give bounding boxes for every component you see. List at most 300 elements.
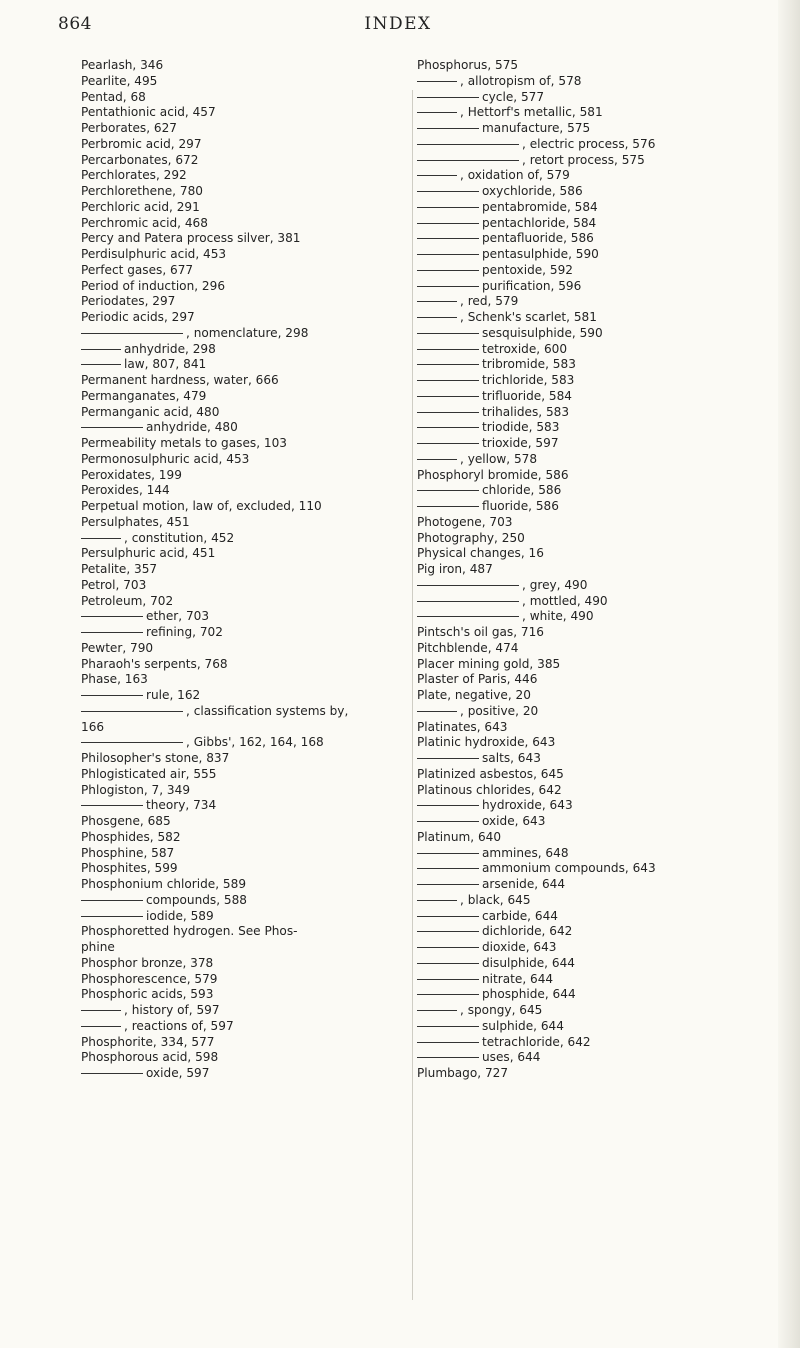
index-entry [81,168,403,184]
index-entry [81,326,403,342]
index-entry [417,436,757,452]
index-entry-text: Peroxides, 144 [81,483,170,498]
repeat-dash [81,1073,143,1074]
index-entry [81,609,403,625]
index-entry [417,609,757,625]
index-entry-text: , positive, 20 [460,703,539,718]
index-entry-text: tetrachloride, 642 [482,1034,591,1049]
index-entry [81,1019,403,1035]
index-entry [417,121,757,137]
index-entry [417,294,757,310]
index-entry [81,1050,403,1066]
repeat-dash [81,1026,121,1027]
index-entry-text: Phosphorous acid, 598 [81,1050,219,1065]
index-entry [417,216,757,232]
repeat-dash [417,711,457,712]
repeat-dash [417,238,479,239]
index-entry-text: Period of induction, 296 [81,278,226,293]
index-entry-text: chloride, 586 [482,483,562,498]
index-entry-text: Platinum, 640 [417,829,502,844]
index-entry [417,1050,757,1066]
repeat-dash [417,191,479,192]
index-entry [81,263,403,279]
index-entry [81,909,403,925]
index-entry-text: Pig iron, 487 [417,562,493,576]
index-entry-text: Perborates, 627 [81,121,177,135]
index-entry-text: manufacture, 575 [482,121,591,135]
index-entry [81,200,403,216]
index-entry [417,720,757,736]
repeat-dash [417,821,479,822]
index-entry-text: Pintsch's oil gas, 716 [417,625,545,639]
repeat-dash [417,286,479,287]
index-entry [417,562,757,578]
index-entry [417,357,757,373]
index-entry [417,735,757,751]
index-entry [81,893,403,909]
repeat-dash [417,994,479,995]
repeat-dash [417,81,457,82]
index-entry [417,657,757,673]
index-entry [417,342,757,358]
index-entry-text: Petalite, 357 [81,562,158,576]
index-entry [81,405,403,421]
index-entry-text: Plaster of Paris, 446 [417,672,538,687]
repeat-dash [81,805,143,806]
index-entry-text: sesquisulphide, 590 [482,325,603,340]
index-entry [81,310,403,326]
index-entry [81,657,403,673]
index-entry [417,798,757,814]
index-entry-text: pentoxide, 592 [482,262,573,277]
index-entry-text: Phosphites, 599 [81,861,178,876]
index-entry [81,924,403,940]
repeat-dash [417,160,519,161]
index-entry [81,483,403,499]
index-entry-text: Petrol, 703 [81,577,147,592]
index-entry-text: Photography, 250 [417,530,525,545]
repeat-dash [81,900,143,901]
index-entry-text: pentachloride, 584 [482,215,597,230]
index-entry-text: law, 807, 841 [124,357,207,372]
index-entry [81,389,403,405]
index-entry-text: Platinized asbestos, 645 [417,766,564,781]
index-entry [417,326,757,342]
index-entry-text: Perpetual motion, law of, excluded, 110 [81,499,322,513]
index-entry-text: nitrate, 644 [482,971,554,986]
repeat-dash [417,979,479,980]
index-entry [417,1035,757,1051]
index-entry-text: purification, 596 [482,278,582,293]
index-entry [81,531,403,547]
index-entry-text: , black, 645 [460,892,531,907]
index-entry-text: Perchromic acid, 468 [81,215,208,230]
index-entry-text: uses, 644 [482,1050,541,1065]
repeat-dash [417,380,479,381]
index-entry-text: , spongy, 645 [460,1003,543,1017]
index-entry [81,342,403,358]
index-entry-text: Permanganic acid, 480 [81,404,220,419]
repeat-dash [417,900,457,901]
repeat-dash [417,601,519,602]
index-entry [417,263,757,279]
index-entry-text: Phlogiston, 7, 349 [81,782,191,797]
index-entry [81,594,403,610]
index-entry-text: trihalides, 583 [482,404,570,419]
index-entry-text: 166 [81,719,105,734]
index-entry-text: Perbromic acid, 297 [81,136,202,151]
index-entry-text: Permanganates, 479 [81,388,207,403]
index-entry [81,641,403,657]
index-entry-text: Percy and Patera process silver, 381 [81,231,301,246]
index-entry [417,420,757,436]
index-entry-text: trichloride, 583 [482,373,575,387]
index-entry-text: , yellow, 578 [460,451,538,466]
index-entry-text: , white, 490 [522,609,594,624]
index-entry [417,499,757,515]
index-entry-text: Petroleum, 702 [81,593,174,608]
index-entry [81,499,403,515]
index-entry [81,1066,403,1082]
index-entry-text: hydroxide, 643 [482,798,573,813]
index-entry-text: Phlogisticated air, 555 [81,766,217,781]
index-entry-text: Pearlash, 346 [81,58,164,72]
index-entry [417,483,757,499]
index-entry [417,704,757,720]
index-entry-text: Percarbonates, 672 [81,152,199,167]
index-entry-text: , classification systems by, [186,703,349,718]
index-entry-text: Photogene, 703 [417,514,513,529]
index-entry-text: Phosphides, 582 [81,829,181,844]
index-entry [417,153,757,169]
index-entry [417,830,757,846]
index-entry [417,468,757,484]
repeat-dash [417,868,479,869]
index-entry-text: Phosphor bronze, 378 [81,955,214,970]
index-entry-text: salts, 643 [482,751,541,765]
index-entry [417,751,757,767]
repeat-dash [81,616,143,617]
repeat-dash [417,128,479,129]
index-column-right [417,58,757,1082]
index-entry-text: fluoride, 586 [482,499,559,513]
index-entry-text: dichloride, 642 [482,924,573,939]
index-entry-text: Philosopher's stone, 837 [81,751,230,765]
index-entry-text: , constitution, 452 [124,530,235,545]
index-entry-text: , history of, 597 [124,1003,220,1017]
index-entry-text: pentabromide, 584 [482,199,598,214]
repeat-dash [81,916,143,917]
repeat-dash [417,1026,479,1027]
index-entry-text: , electric process, 576 [522,136,656,151]
index-entry-text: Pitchblende, 474 [417,640,519,655]
index-entry-text: pentasulphide, 590 [482,247,599,261]
index-entry-text: tetroxide, 600 [482,341,568,356]
index-entry-text: oxide, 643 [482,814,546,828]
index-entry-text: phosphide, 644 [482,987,576,1002]
index-entry [417,531,757,547]
repeat-dash [81,538,121,539]
index-entry [417,90,757,106]
index-entry [81,751,403,767]
index-entry [81,231,403,247]
index-entry-text: oxide, 597 [146,1066,210,1080]
index-entry [81,373,403,389]
index-entry [81,452,403,468]
index-entry-text: Perchlorethene, 780 [81,184,203,198]
repeat-dash [417,207,479,208]
index-entry [417,578,757,594]
index-entry [81,184,403,200]
repeat-dash [417,616,519,617]
index-entry [81,987,403,1003]
index-entry [81,846,403,862]
index-entry [81,877,403,893]
index-entry-text: iodide, 589 [146,908,214,923]
index-entry-text: Placer mining gold, 385 [417,656,561,671]
index-entry [81,294,403,310]
index-entry-text: disulphide, 644 [482,955,575,970]
index-entry [417,594,757,610]
repeat-dash [417,364,479,365]
index-entry [417,200,757,216]
index-entry [417,105,757,121]
index-entry [81,216,403,232]
repeat-dash [417,254,479,255]
index-entry [81,1035,403,1051]
index-entry [81,546,403,562]
repeat-dash [417,396,479,397]
index-entry-text: Phosphine, 587 [81,845,175,860]
index-entry [81,578,403,594]
repeat-dash [417,333,479,334]
repeat-dash [417,506,479,507]
index-entry [417,389,757,405]
index-entry [417,1003,757,1019]
index-entry [81,940,403,956]
index-entry [81,972,403,988]
repeat-dash [417,427,479,428]
index-entry-text: Persulphates, 451 [81,514,190,529]
index-entry [417,1019,757,1035]
index-entry-text: Phosgene, 685 [81,814,171,828]
index-entry-text: , Schenk's scarlet, 581 [460,310,597,324]
page-number: 864 [58,14,92,34]
index-entry-text: Platinates, 643 [417,719,508,734]
index-entry-text: , oxidation of, 579 [460,168,570,183]
index-entry-text: pentafluoride, 586 [482,231,594,246]
index-entry [81,357,403,373]
index-entry-text: , red, 579 [460,294,519,309]
index-entry [417,452,757,468]
index-entry [417,279,757,295]
index-entry [81,279,403,295]
index-entry-text: , Hettorf's metallic, 581 [460,105,603,120]
repeat-dash [417,349,479,350]
index-entry-text: Pewter, 790 [81,640,154,655]
index-entry-text: Pharaoh's serpents, 768 [81,656,228,671]
index-entry [81,153,403,169]
repeat-dash [417,884,479,885]
index-entry [417,783,757,799]
repeat-dash [81,427,143,428]
index-entry [417,405,757,421]
index-entry [417,74,757,90]
index-entry [81,861,403,877]
index-entry-text: Platinic hydroxide, 643 [417,735,556,750]
index-entry [417,310,757,326]
index-entry-text: Plumbago, 727 [417,1066,509,1080]
index-entry-text: Phosphoric acids, 593 [81,987,214,1002]
repeat-dash [81,364,121,365]
index-entry [417,247,757,263]
index-entry [417,940,757,956]
page-edge-shadow [778,0,800,1348]
index-entry [417,546,757,562]
index-entry-text: , Gibbs', 162, 164, 168 [186,735,324,750]
repeat-dash [417,853,479,854]
index-entry-text: rule, 162 [146,688,201,702]
repeat-dash [417,459,457,460]
repeat-dash [417,270,479,271]
index-entry-text: anhydride, 298 [124,341,216,356]
index-entry [417,168,757,184]
index-entry-text: Permonosulphuric acid, 453 [81,451,250,466]
index-entry-text: Plate, negative, 20 [417,688,531,702]
index-entry-text: sulphide, 644 [482,1018,564,1033]
index-entry [81,515,403,531]
repeat-dash [417,97,479,98]
index-entry-text: compounds, 588 [146,892,247,907]
repeat-dash [417,947,479,948]
index-entry-text: Periodates, 297 [81,294,176,309]
repeat-dash [417,1057,479,1058]
index-entry-text: , allotropism of, 578 [460,73,582,88]
index-entry [417,861,757,877]
index-entry-text: , grey, 490 [522,577,588,592]
index-entry [417,231,757,247]
repeat-dash [417,585,519,586]
index-entry-text: cycle, 577 [482,89,545,104]
repeat-dash [417,963,479,964]
index-entry [81,137,403,153]
index-entry [81,420,403,436]
index-entry [81,735,403,751]
repeat-dash [417,490,479,491]
repeat-dash [81,695,143,696]
index-entry [417,1066,757,1082]
index-entry-text: Phosphorite, 334, 577 [81,1034,215,1049]
index-entry-text: Phosphorus, 575 [417,58,519,72]
index-entry [81,74,403,90]
repeat-dash [81,333,183,334]
repeat-dash [417,112,457,113]
index-entry [417,956,757,972]
index-entry [417,184,757,200]
repeat-dash [417,1010,457,1011]
index-entry-text: ammonium compounds, 643 [482,861,656,876]
index-entry [81,121,403,137]
index-entry-text: Phosphoretted hydrogen. See Phos- [81,924,298,939]
index-entry-text: , nomenclature, 298 [186,325,309,340]
repeat-dash [417,301,457,302]
index-entry-text: Perdisulphuric acid, 453 [81,247,227,261]
repeat-dash [417,916,479,917]
repeat-dash [417,758,479,759]
index-entry [417,641,757,657]
index-entry [81,767,403,783]
index-entry-text: tribromide, 583 [482,357,576,372]
index-entry [417,877,757,893]
index-entry-text: Periodic acids, 297 [81,310,195,324]
index-entry-text: Phase, 163 [81,672,148,687]
index-entry [81,956,403,972]
repeat-dash [417,412,479,413]
index-entry [417,672,757,688]
index-entry [417,972,757,988]
index-entry [81,783,403,799]
index-entry-text: Phosphoryl bromide, 586 [417,467,569,482]
index-entry-text: oxychloride, 586 [482,184,583,198]
index-entry [81,105,403,121]
repeat-dash [417,144,519,145]
index-entry-text: dioxide, 643 [482,940,557,954]
index-entry [417,814,757,830]
index-entry-text: Perchlorates, 292 [81,168,187,183]
index-entry-text: refining, 702 [146,625,223,639]
index-entry-text: Perfect gases, 677 [81,262,194,277]
index-entry-text: ammines, 648 [482,845,569,860]
index-column-left [81,58,403,1082]
repeat-dash [81,1010,121,1011]
index-entry-text: ether, 703 [146,609,210,624]
index-entry [81,562,403,578]
index-entry-text: anhydride, 480 [146,420,238,435]
index-entry-text: Perchloric acid, 291 [81,199,200,214]
index-entry-text: theory, 734 [146,798,217,813]
index-entry [81,720,403,736]
index-entry-text: Peroxidates, 199 [81,467,182,482]
repeat-dash [81,632,143,633]
index-entry-text: Permanent hardness, water, 666 [81,373,279,387]
repeat-dash [417,805,479,806]
index-entry-text: triodide, 583 [482,420,560,435]
index-entry [417,688,757,704]
index-entry-text: carbide, 644 [482,908,558,923]
column-divider [412,90,413,1300]
page-title: INDEX [364,14,432,34]
index-entry [417,515,757,531]
index-entry [81,58,403,74]
index-entry [417,909,757,925]
index-entry-text: Pentad, 68 [81,89,146,104]
index-entry-text: , retort process, 575 [522,152,645,167]
index-entry-text: , reactions of, 597 [124,1018,234,1033]
repeat-dash [417,317,457,318]
repeat-dash [81,742,183,743]
index-entry [81,90,403,106]
index-entry-text: trioxide, 597 [482,436,559,450]
index-entry-text: phine [81,940,115,954]
index-entry [81,814,403,830]
index-entry [81,798,403,814]
repeat-dash [417,1042,479,1043]
index-entry [417,373,757,389]
index-entry-text: Phosphorescence, 579 [81,971,218,986]
repeat-dash [81,349,121,350]
index-entry [81,672,403,688]
page-header [58,14,738,40]
